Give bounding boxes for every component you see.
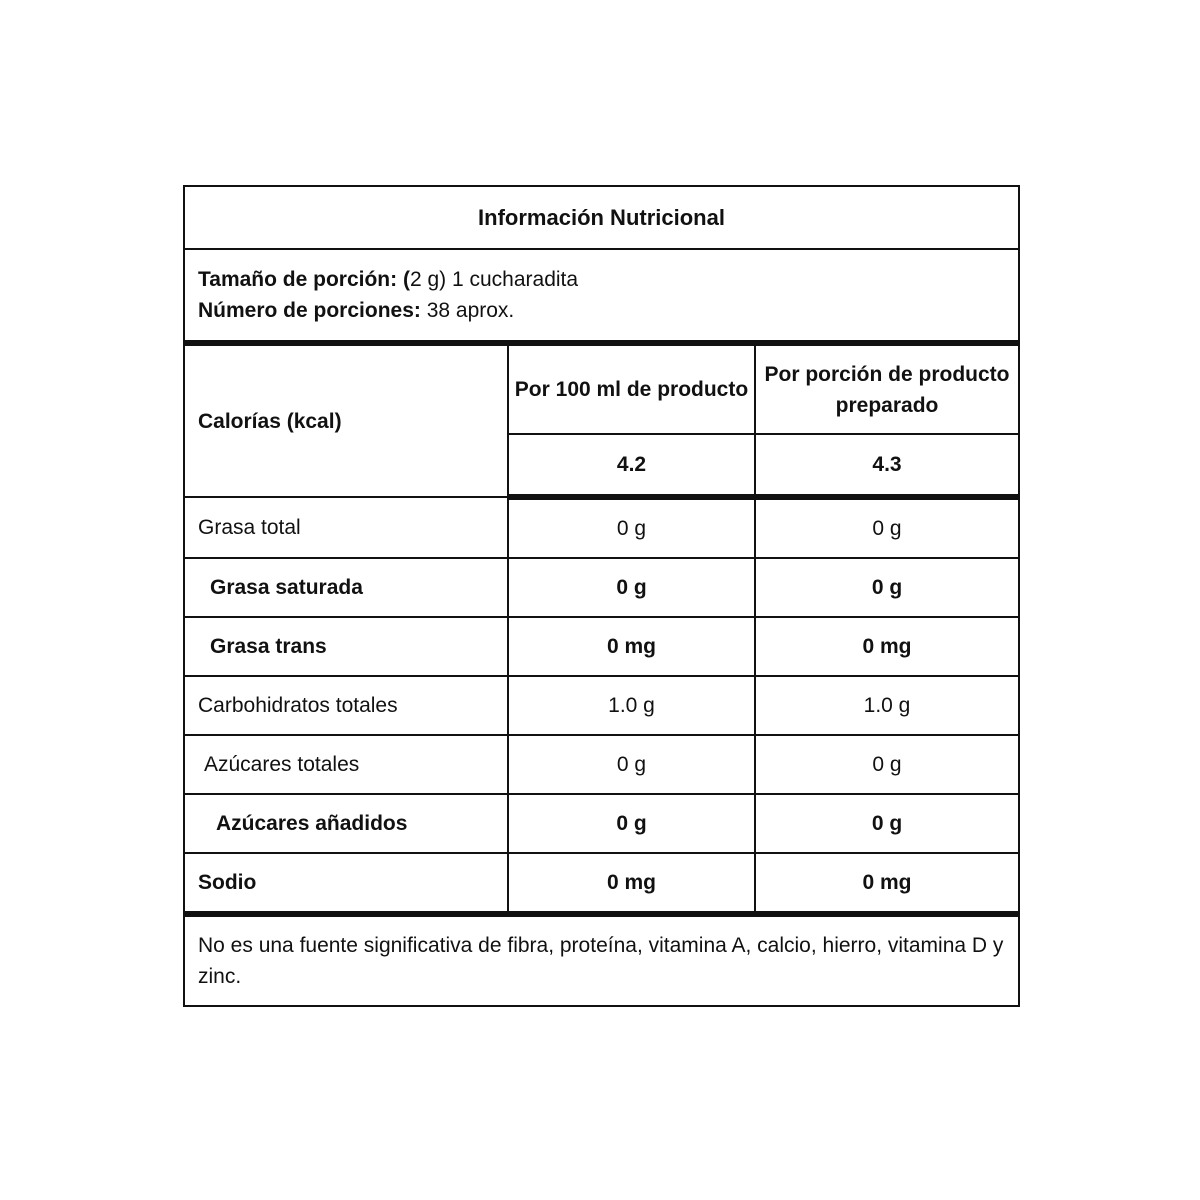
table-title: Información Nutricional [184, 186, 1019, 249]
footnote-row [184, 914, 1019, 1006]
table-row [184, 676, 1019, 735]
serving-size-value: 2 g) 1 cucharadita [409, 268, 579, 291]
nutrient-per-serving: 0 g [755, 735, 1019, 794]
nutrient-per-serving: 0 g [755, 558, 1019, 617]
nutrient-per-serving: 0 mg [755, 617, 1019, 676]
nutrient-per100: 0 g [508, 794, 755, 853]
table-row [184, 853, 1019, 914]
nutrient-name: Grasa saturada [184, 558, 508, 617]
footnote: No es una fuente significativa de fibra, proteína, vitamina A, calcio, hierro, vitamina D y zinc. [184, 914, 1019, 1006]
column-header-per-serving: Por porción de producto preparado [755, 343, 1019, 434]
nutrient-per-serving: 0 g [755, 794, 1019, 853]
nutrient-per-serving: 0 mg [755, 853, 1019, 914]
serving-size-label: Tamaño de porción: ( [198, 268, 410, 291]
nutrient-per100: 0 mg [508, 617, 755, 676]
serving-info [184, 249, 1019, 343]
serving-count-value: 38 aprox. [420, 299, 515, 322]
nutrient-per100: 1.0 g [508, 676, 755, 735]
nutrition-table [183, 185, 1020, 1007]
calories-header-row [184, 343, 1019, 434]
nutrient-name: Grasa total [184, 497, 508, 558]
table-row [184, 735, 1019, 794]
nutrient-name: Carbohidratos totales [184, 676, 508, 735]
table-row [184, 497, 1019, 558]
nutrient-per-serving: 0 g [755, 497, 1019, 558]
nutrient-per100: 0 g [508, 735, 755, 794]
nutrient-name: Sodio [184, 853, 508, 914]
serving-row [184, 249, 1019, 343]
table-row [184, 558, 1019, 617]
table-row [184, 794, 1019, 853]
nutrient-name: Azúcares totales [184, 735, 508, 794]
serving-count [198, 295, 1018, 326]
title-row [184, 186, 1019, 249]
nutrient-per100: 0 g [508, 497, 755, 558]
nutrient-per-serving: 1.0 g [755, 676, 1019, 735]
nutrient-name: Grasa trans [184, 617, 508, 676]
column-header-per100: Por 100 ml de producto [508, 343, 755, 434]
serving-count-label: Número de porciones: [198, 299, 421, 322]
nutrient-per100: 0 g [508, 558, 755, 617]
calories-label: Calorías (kcal) [184, 343, 508, 497]
table-row [184, 617, 1019, 676]
nutrient-per100: 0 mg [508, 853, 755, 914]
nutrient-name: Azúcares añadidos [184, 794, 508, 853]
calories-per-serving: 4.3 [755, 434, 1019, 497]
serving-size [198, 264, 1018, 295]
nutrition-label [183, 185, 1018, 1007]
calories-per100: 4.2 [508, 434, 755, 497]
